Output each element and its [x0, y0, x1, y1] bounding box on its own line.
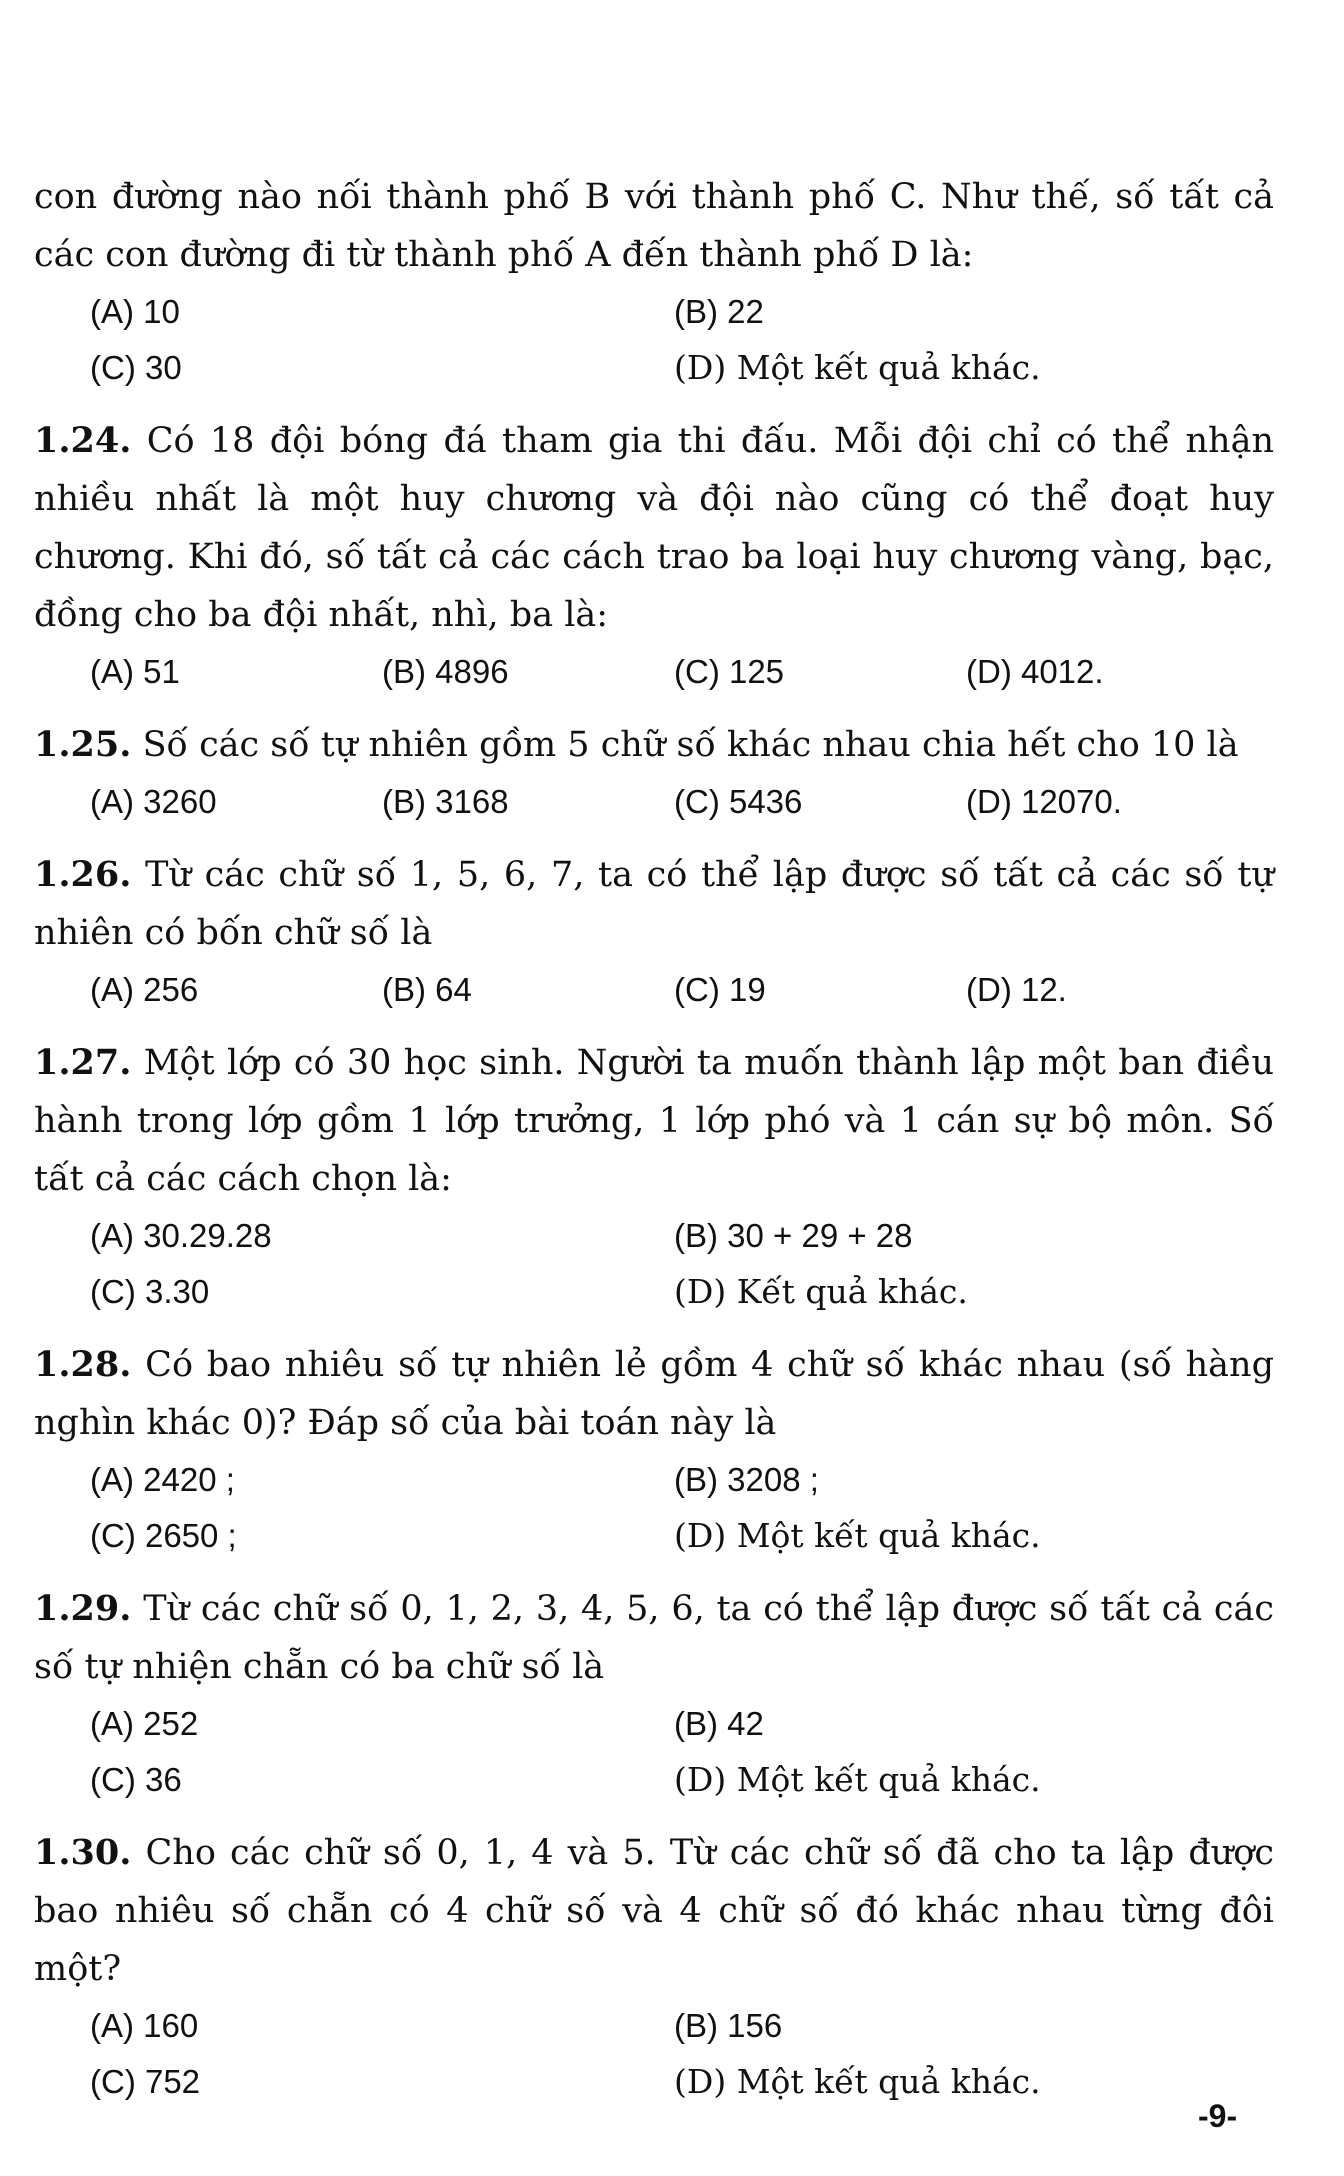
problem-text: con đường nào nối thành phố B với thành phố C. Như thế, số tất cả các con đường đi từ thành phố A đến thành phố D là: [34, 177, 1274, 275]
problem-number: 1.25. [34, 724, 132, 765]
option-a: (A) 252 [90, 1705, 199, 1742]
problem-number: 1.27. [34, 1042, 132, 1083]
option-d: (D) Một kết quả khác. [674, 1516, 1041, 1555]
option-d: (D) Kết quả khác. [674, 1272, 968, 1311]
answer-options [90, 774, 1274, 830]
option-b: (B) 3208 ; [674, 1461, 819, 1498]
option-b: (B) 64 [382, 971, 472, 1008]
problem-statement: Một lớp có 30 học sinh. Người ta muốn thành lập một ban điều hành trong lớp gồm 1 lớp trưởng, 1 lớp phó và 1 cán sự bộ môn. Số tất cả các cách chọn là: [34, 1043, 1274, 1199]
option-a: (A) 3260 [90, 783, 217, 820]
problem-continuation [34, 168, 1274, 396]
option-b: (B) 4896 [382, 653, 509, 690]
option-a: (A) 30.29.28 [90, 1217, 272, 1254]
problem-1-25 [34, 716, 1274, 830]
option-b: (B) 22 [674, 293, 764, 330]
option-c: (C) 125 [674, 653, 785, 690]
option-d: (D) 12. [966, 971, 1067, 1008]
problem-text [34, 1824, 1274, 1998]
option-a: (A) 256 [90, 971, 199, 1008]
answer-options [90, 644, 1274, 700]
problem-statement: Số các số tự nhiên gồm 5 chữ số khác nhau chia hết cho 10 là [131, 725, 1239, 765]
option-a: (A) 51 [90, 653, 180, 690]
problem-1-27 [34, 1034, 1274, 1320]
option-c: (C) 752 [90, 2063, 201, 2100]
option-b: (B) 30 + 29 + 28 [674, 1217, 913, 1254]
problem-number: 1.28. [34, 1344, 132, 1385]
page-number: -9- [1198, 2098, 1238, 2134]
problem-1-30 [34, 1824, 1274, 2110]
option-d: (D) Một kết quả khác. [674, 348, 1041, 387]
problem-text [34, 846, 1274, 962]
problem-number: 1.26. [34, 854, 132, 895]
document-page [34, 168, 1274, 2110]
option-c: (C) 36 [90, 1761, 182, 1798]
answer-options [90, 1696, 1274, 1808]
answer-options [90, 1452, 1274, 1564]
problem-statement: Từ các chữ số 0, 1, 2, 3, 4, 5, 6, ta có thể lập được số tất cả các số tự nhiện chẵn có ba chữ số là [34, 1589, 1274, 1687]
option-c: (C) 5436 [674, 783, 803, 820]
option-d: (D) 4012. [966, 653, 1104, 690]
problem-1-26 [34, 846, 1274, 1018]
option-a: (A) 2420 ; [90, 1461, 235, 1498]
answer-options [90, 1998, 1274, 2110]
problem-number: 1.30. [34, 1832, 132, 1873]
problem-text [34, 1034, 1274, 1208]
option-b: (B) 42 [674, 1705, 764, 1742]
problem-text [34, 1580, 1274, 1696]
problem-number: 1.24. [34, 420, 132, 461]
answer-options [90, 1208, 1274, 1320]
option-d: (D) Một kết quả khác. [674, 1760, 1041, 1799]
problem-1-29 [34, 1580, 1274, 1808]
answer-options [90, 962, 1274, 1018]
option-a: (A) 160 [90, 2007, 199, 2044]
problem-1-24 [34, 412, 1274, 700]
option-c: (C) 2650 ; [90, 1517, 237, 1554]
option-c: (C) 19 [674, 971, 766, 1008]
problem-text [34, 1336, 1274, 1452]
option-a: (A) 10 [90, 293, 180, 330]
option-d: (D) 12070. [966, 783, 1122, 820]
problem-statement: Có 18 đội bóng đá tham gia thi đấu. Mỗi đội chỉ có thể nhận nhiều nhất là một huy chương và đội nào cũng có thể đoạt huy chương. Khi đó, số tất cả các cách trao ba loại huy chương vàng, bạc, đồng cho ba đội nhất, nhì, ba là: [34, 421, 1274, 635]
problem-1-28 [34, 1336, 1274, 1564]
option-b: (B) 3168 [382, 783, 509, 820]
problem-number: 1.29. [34, 1588, 132, 1629]
problem-statement: Có bao nhiêu số tự nhiên lẻ gồm 4 chữ số khác nhau (số hàng nghìn khác 0)? Đáp số của bài toán này là [34, 1345, 1274, 1443]
option-b: (B) 156 [674, 2007, 783, 2044]
answer-options [90, 284, 1274, 396]
problem-text [34, 412, 1274, 644]
option-d: (D) Một kết quả khác. [674, 2062, 1041, 2101]
option-c: (C) 3.30 [90, 1273, 210, 1310]
problem-statement: Từ các chữ số 1, 5, 6, 7, ta có thể lập được số tất cả các số tự nhiên có bốn chữ số là [34, 855, 1274, 953]
problem-text [34, 716, 1274, 774]
option-c: (C) 30 [90, 349, 182, 386]
problem-statement: Cho các chữ số 0, 1, 4 và 5. Từ các chữ số đã cho ta lập được bao nhiêu số chẵn có 4 chữ số và 4 chữ số đó khác nhau từng đôi một? [34, 1833, 1274, 1989]
